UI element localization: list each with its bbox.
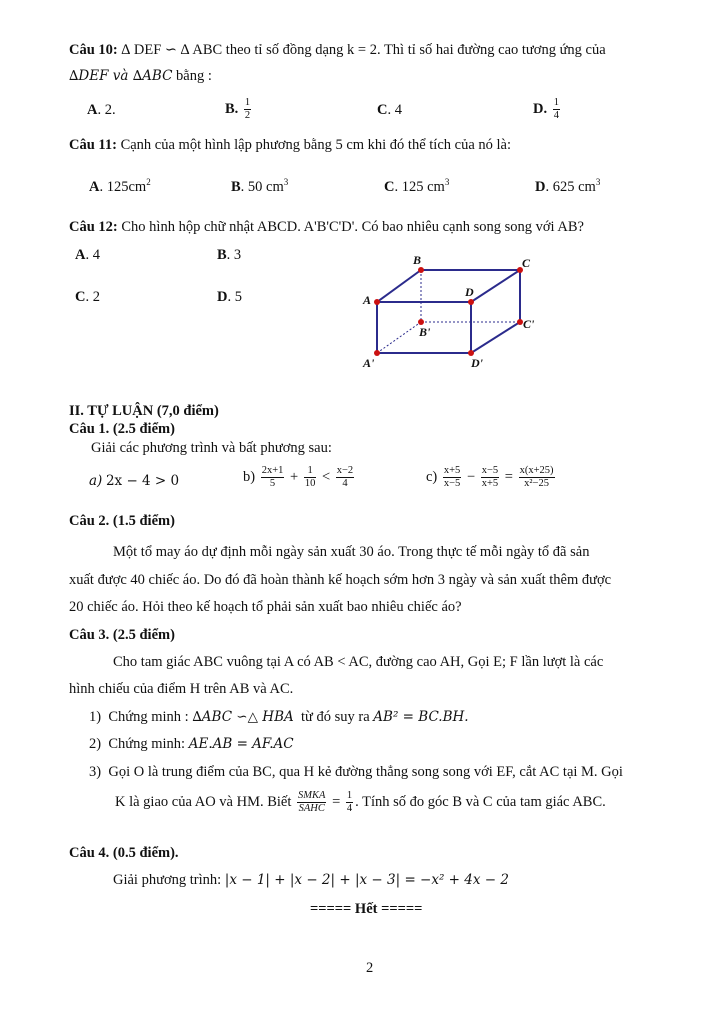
c3-item3-line1: 3) Gọi O là trung điểm của BC, qua H kẻ đường thẳng song song với EF, cắt AC tại M. Gọi [89,764,623,780]
c3-line1: Cho tam giác ABC vuông tại A có AB < AC, đường cao AH, Gọi E; F lần lượt là các [113,654,604,670]
q11-option-d: D. 625 $cm^3$ [535,177,601,195]
vertex-B [418,267,424,273]
c3-item3-line2: K là giao của AO và HM. Biết $\frac{\text{SMKA}}{\text{SAHC}}$ = $\frac{1}{4}$ . Tính số đo góc B và C của tam giác ABC. [115,790,606,814]
q10-line1 [69,42,606,59]
c1-b: b) $\frac{2x+1}{5}$ + $\frac{1}{10}$ < $\frac{x-2}{4}$ [243,465,354,489]
q10-label: Câu 10: [69,42,118,58]
part2-heading: II. TỰ LUẬN (7,0 điểm) [69,403,219,419]
q10-option-b: B. $\frac{1}{2}$ [225,97,251,121]
c3-label: Câu 3. (2.5 điểm) [69,627,175,643]
c4-label: Câu 4. (0.5 điểm). [69,845,179,861]
q10-line2 [69,68,212,85]
q10-option-c: C. 4 [377,102,402,118]
q10-option-d: D. $\frac{1}{4}$ [533,97,559,121]
label-B: B [413,253,422,267]
q12-text: Cho hình hộp chữ nhật ABCD. A'B'C'D'. Có bao nhiêu cạnh song song với AB? [121,219,584,235]
c1-intro: Giải các phương trình và bất phương sau: [91,440,332,456]
vertex-A1 [374,350,380,356]
label-D1: D' [471,356,483,370]
q11-option-a: A. $125cm^2$ [89,177,151,195]
vertex-D [468,299,474,305]
label-A: A [363,293,372,307]
page-number: 2 [366,960,374,976]
q10-text-1: ∆ DEF ∽ ∆ ABC theo tỉ số đồng dạng k = 2. Thì tỉ số hai đường cao tương ứng của [121,42,606,58]
label-C1: C' [523,317,535,331]
q10-option-a: A. 2. [87,102,116,118]
q10-text-2b: bằng : [176,68,212,84]
vertex-A [374,299,380,305]
q11-text: Cạnh của một hình lập phương bằng 5 cm khi đó thể tích của nó là: [120,137,512,153]
q11-label: Câu 11: [69,137,117,153]
q11-line [69,137,511,154]
c1-c: c) $\frac{x+5}{x-5}$ − $\frac{x-5}{x+5}$ = $\frac{x(x+25)}{\text{x²−25}}$ [426,465,554,489]
q12-option-c: C. 2 [75,289,100,305]
label-D: D [465,285,474,299]
c1-label: Câu 1. (2.5 điểm) [69,421,175,437]
end-marker: ===== Hết ===== [310,901,423,917]
label-B1: B' [419,325,431,339]
cuboid-figure [355,250,555,375]
q12-option-a: A. 4 [75,247,100,263]
q12-line [69,219,584,236]
c2-line1: Một tổ may áo dự định mỗi ngày sản xuất 30 áo. Trong thực tế mỗi ngày tổ đã sản [113,544,590,560]
c2-line3: 20 chiếc áo. Hỏi theo kế hoạch tổ phải sản xuất bao nhiêu chiếc áo? [69,599,462,615]
c3-line2: hình chiếu của điểm H trên AB và AC. [69,681,294,697]
label-A1: A' [363,356,375,370]
c1-a: a) 2x − 4 > 0 [89,473,180,489]
label-C: C [522,256,531,270]
c3-item2: 2) Chứng minh: AE.AB = AF.AC [89,736,294,752]
q12-option-d: D. 5 [217,289,242,305]
q11-option-c: C. 125 $cm^3$ [384,177,450,195]
c3-item1: 1) Chứng minh : ∆ABC ∽△ HBA từ đó suy ra AB² = BC.BH. [89,709,469,725]
q12-label: Câu 12: [69,219,118,235]
c2-label: Câu 2. (1.5 điểm) [69,513,175,529]
q12-option-b: B. 3 [217,247,242,263]
c4-line: Giải phương trình: |x − 1| + |x − 2| + |x − 3| = −x² + 4x − 2 [113,872,509,888]
q11-option-b: B. 50 $cm^3$ [231,177,289,195]
c2-line2: xuất được 40 chiếc áo. Do đó đã hoàn thành kế hoạch sớm hơn 3 ngày và sản xuất thêm được [69,572,612,588]
q10-text-2a: ∆DEF và ∆ABC [69,68,173,84]
